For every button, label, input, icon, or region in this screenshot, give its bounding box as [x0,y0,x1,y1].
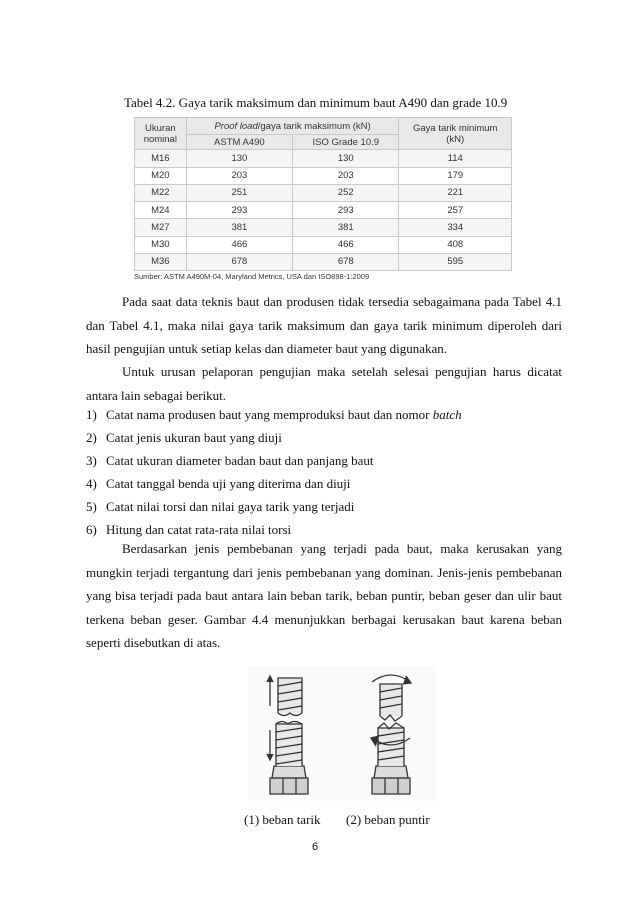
cell-astm: 381 [186,219,292,236]
paragraph-3: Berdasarkan jenis pembebanan yang terjadi pada baut, maka kerusakan yang mungkin terjadi tergantung dari jenis pembebanan yang dominan. Jenis-jenis pembebanan yang bisa terjadi pada baut antara lain beban tarik, beban puntir, beban geser dan ulir baut terkena beban geser. Gambar 4.4 menunjukkan berbagai kerusakan baut karena beban seperti disebutkan di atas. [86,541,562,650]
cell-size: M30 [135,236,187,253]
list-number: 1) [86,407,97,422]
list-item [86,453,373,469]
cell-min: 408 [399,236,512,253]
header-proof-rest: /gaya tarik maksimum (kN) [257,120,371,132]
header-nominal-line1: Ukuran [145,122,176,134]
list-item [86,476,350,492]
table-row [135,202,512,219]
cell-size: M36 [135,253,187,270]
cell-min: 595 [399,253,512,270]
list-number: 4) [86,476,97,491]
figure-caption-torsion: (2) beban puntir [346,812,430,827]
paragraph-1: Pada saat data teknis baut dan produsen tidak tersedia sebagaimana pada Tabel 4.1 dan Tabel 4.1, maka nilai gaya tarik maksimum dan gaya tarik minimum diperoleh dari hasil pengujian untuk setiap kelas dan diameter baut yang digunakan. [86,294,562,356]
figure-caption-tensile: (1) beban tarik [244,812,321,827]
header-proof-italic: Proof load [214,120,258,132]
table-row [135,167,512,184]
cell-min: 179 [399,167,512,184]
header-nominal-line2: nominal [143,133,177,145]
cell-iso: 130 [293,150,399,167]
list-item [86,407,462,423]
cell-size: M27 [135,219,187,236]
bolt-force-table [134,117,512,271]
header-min-force [399,118,512,150]
cell-min: 334 [399,219,512,236]
cell-iso: 678 [293,253,399,270]
table-caption: Tabel 4.2. Gaya tarik maksimum dan minimum baut A490 dan grade 10.9 [124,95,508,110]
table-row [135,253,512,270]
list-text: Catat tanggal benda uji yang diterima dan diuji [106,476,351,491]
list-text: Catat nama produsen baut yang memproduksi baut dan nomor [106,407,433,422]
list-item [86,499,354,515]
header-min-line1: Gaya tarik minimum [413,122,498,134]
header-nominal [135,118,187,150]
list-text: Catat ukuran diameter badan baut dan panjang baut [106,453,374,468]
paragraph-2: Untuk urusan pelaporan pengujian maka setelah selesai pengujian harus dicatat antara lain sebagai berikut. [86,364,562,403]
cell-iso: 293 [293,202,399,219]
cell-iso: 252 [293,184,399,201]
list-number: 2) [86,430,97,445]
list-text-italic: batch [432,407,462,422]
cell-size: M22 [135,184,187,201]
table-row [135,184,512,201]
cell-size: M16 [135,150,187,167]
cell-astm: 203 [186,167,292,184]
cell-min: 114 [399,150,512,167]
table-source: Sumber: ASTM A490M-04, Maryland Metrics, USA dan ISO898-1:2009 [134,272,370,281]
list-item [86,522,291,538]
list-number: 5) [86,499,97,514]
header-proof-load [186,118,399,135]
cell-iso: 466 [293,236,399,253]
cell-astm: 678 [186,253,292,270]
list-text: Hitung dan catat rata-rata nilai torsi [106,522,292,537]
cell-min: 221 [399,184,512,201]
table-row [135,219,512,236]
header-min-line2: (kN) [446,133,465,145]
cell-iso: 381 [293,219,399,236]
bolt-damage-figure [248,666,436,801]
table-row [135,236,512,253]
list-text: Catat nilai torsi dan nilai gaya tarik yang terjadi [106,499,355,514]
list-number: 3) [86,453,97,468]
cell-astm: 251 [186,184,292,201]
header-astm: ASTM A490 [186,135,292,150]
cell-iso: 203 [293,167,399,184]
table-row [135,150,512,167]
cell-astm: 130 [186,150,292,167]
header-iso: ISO Grade 10.9 [293,135,399,150]
page-number: 6 [312,841,319,853]
cell-size: M24 [135,202,187,219]
list-text: Catat jenis ukuran baut yang diuji [106,430,282,445]
cell-size: M20 [135,167,187,184]
cell-astm: 466 [186,236,292,253]
cell-min: 257 [399,202,512,219]
list-number: 6) [86,522,97,537]
cell-astm: 293 [186,202,292,219]
list-item [86,430,282,446]
